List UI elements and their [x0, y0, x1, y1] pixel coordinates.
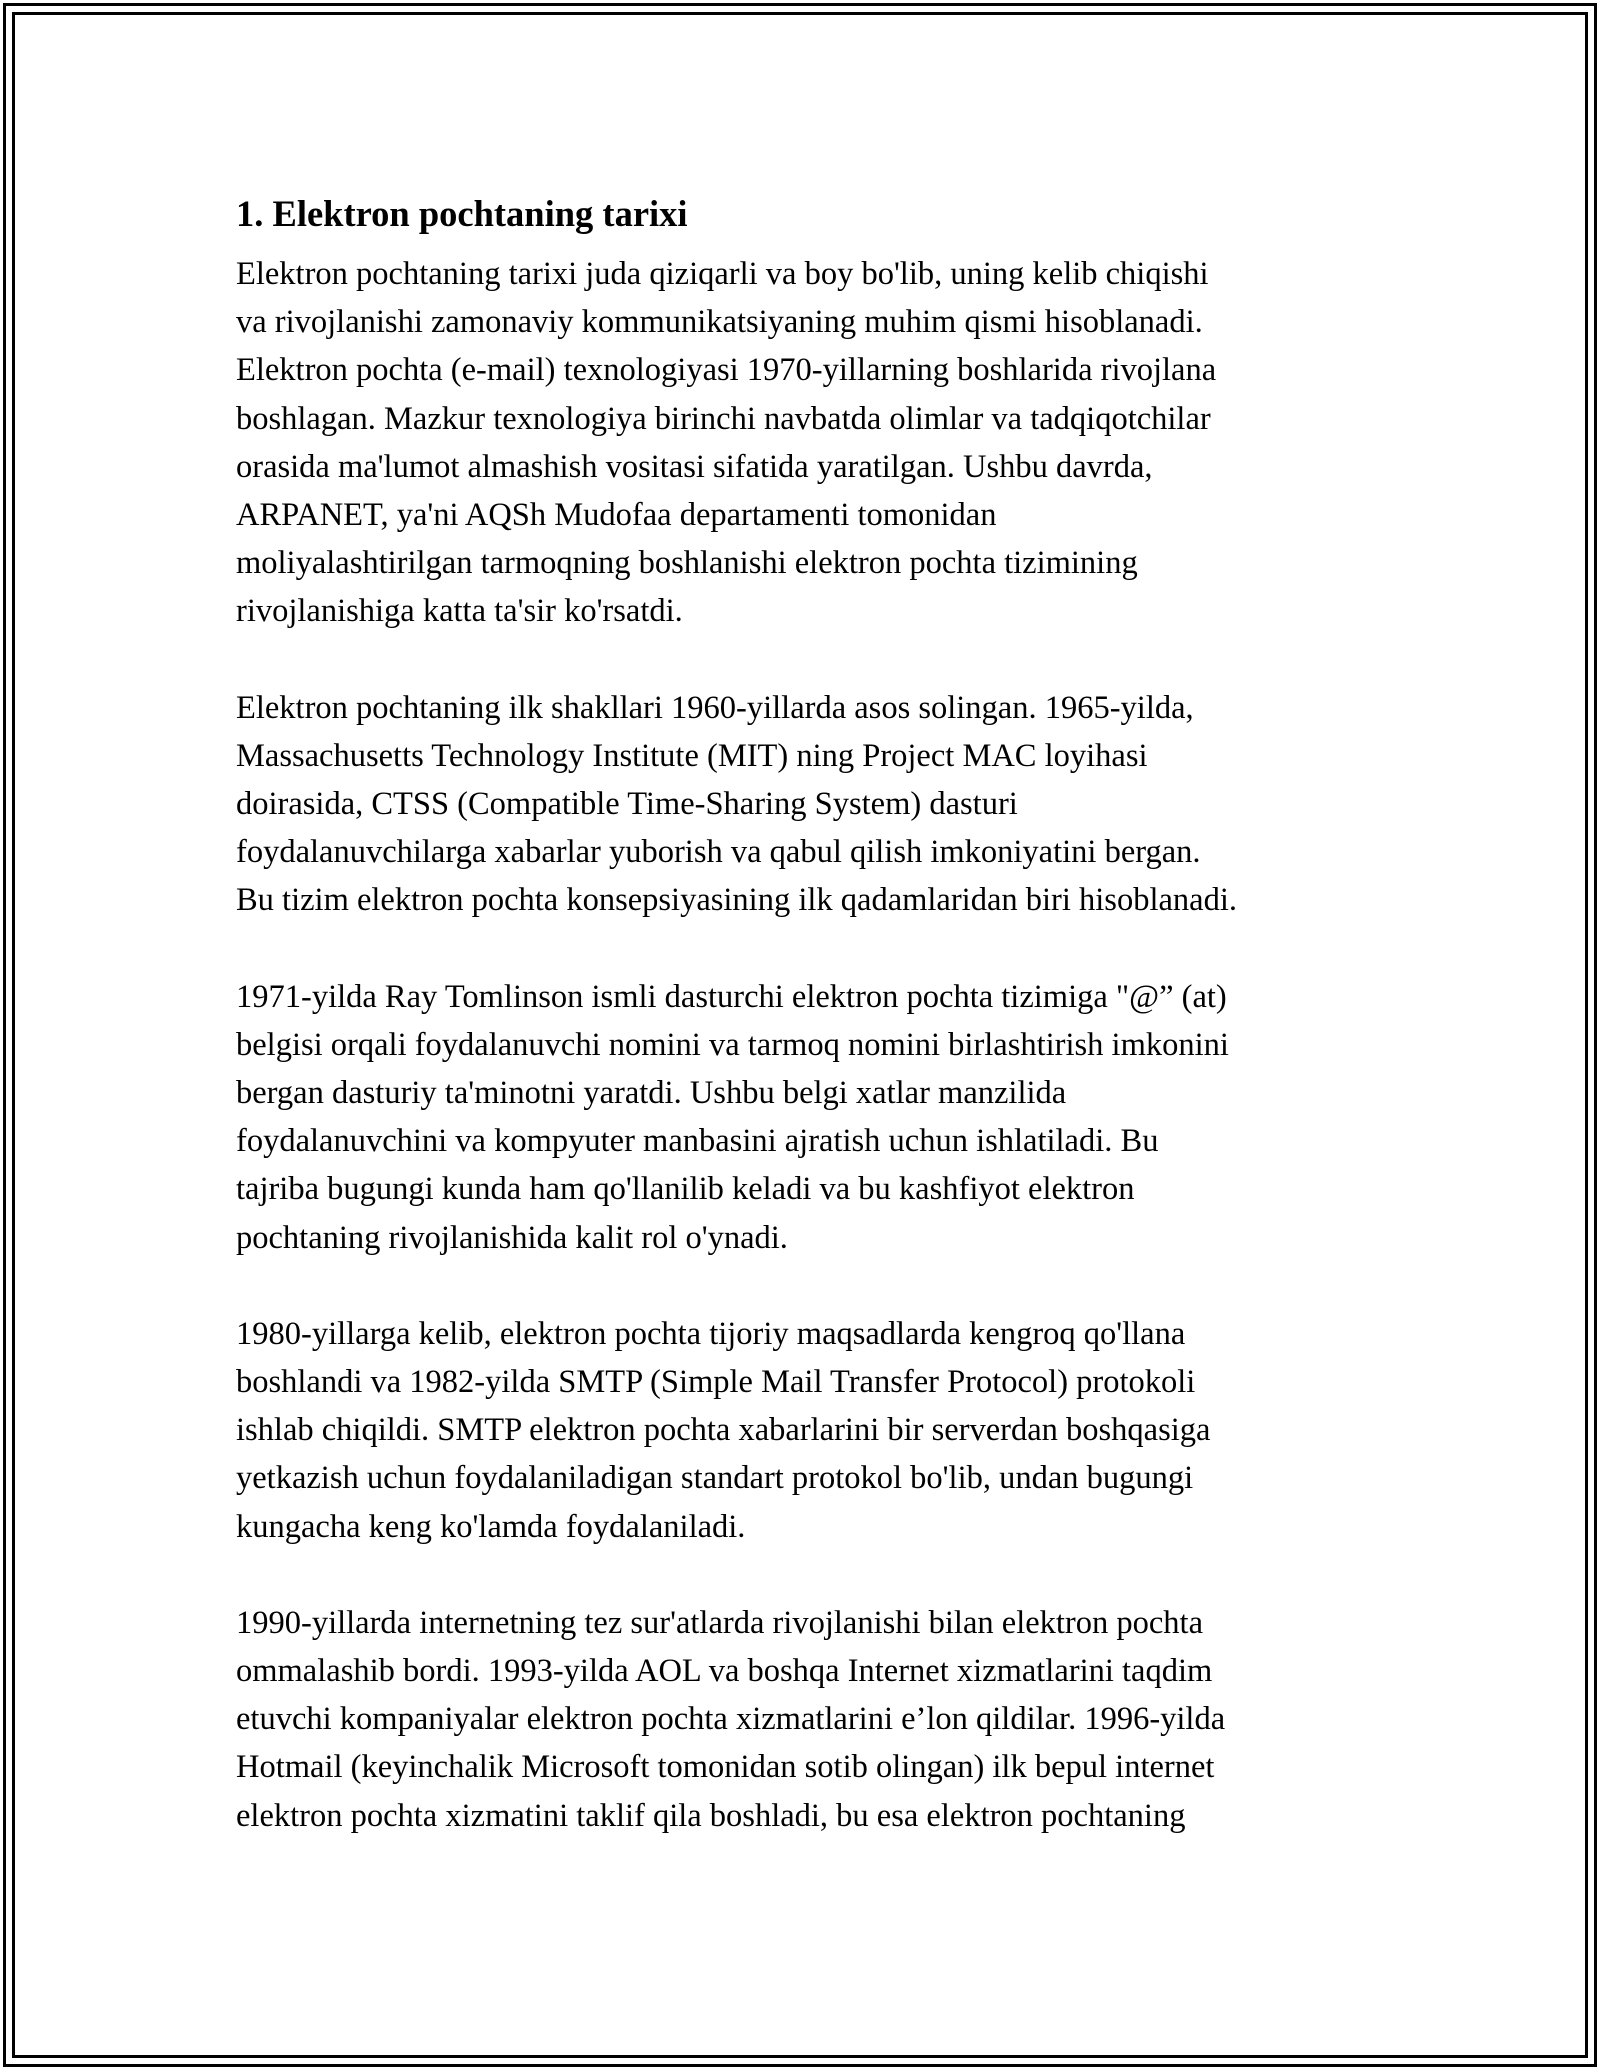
document-body: [236, 186, 1386, 1888]
paragraph-early-forms: Elektron pochtaning ilk shakllari 1960-yillarda asos solingan. 1965-yilda, Massachusetts Technology Institute (MIT) ning Project MAC loyihasi doirasida, CTSS (Compatible Time-Sharing System) dasturi foydalanuvchilarga xabarlar yuborish va qabul qilish imkoniyatini bergan. Bu tizim elektron pochta konsepsiyasining ilk qadamlaridan biri hisoblanadi.: [236, 689, 1237, 919]
paragraph-tomlinson: 1971-yilda Ray Tomlinson ismli dasturchi elektron pochta tizimiga "@” (at) belgisi orqali foydalanuvchi nomini va tarmoq nomini birlashtirish imkonini bergan dasturiy ta'minotni yaratdi. Ushbu belgi xatlar manzilida foydalanuvchini va kompyuter manbasini ajratish uchun ishlatiladi. Bu tajriba bugungi kunda ham qo'llanilib keladi va bu kashfiyot elektron pochtaning rivojlanishida kalit rol o'ynadi.: [236, 978, 1229, 1256]
paragraph-1990s: 1990-yillarda internetning tez sur'atlarda rivojlanishi bilan elektron pochta ommalashib bordi. 1993-yilda AOL va boshqa Internet xizmatlarini taqdim etuvchi kompaniyalar elektron pochta xizmatlarini e’lon qildilar. 1996-yilda Hotmail (keyinchalik Microsoft tomonidan sotib olingan) ilk bepul internet elektron pochta xizmatini taklif qila boshladi, bu esa elektron pochtaning: [236, 1604, 1226, 1834]
paragraph-history-intro: Elektron pochtaning tarixi juda qiziqarli va boy bo'lib, uning kelib chiqishi va rivojlanishi zamonaviy kommunikatsiyaning muhim qismi hisoblanadi. Elektron pochta (e-mail) texnologiyasi 1970-yillarning boshlarida rivojlana boshlagan. Mazkur texnologiya birinchi navbatda olimlar va tadqiqotchilar orasida ma'lumot almashish vositasi sifatida yaratilgan. Ushbu davrda, ARPANET, ya'ni AQSh Mudofaa departamenti tomonidan moliyalashtirilgan tarmoqning boshlanishi elektron pochta tizimining rivojlanishiga katta ta'sir ko'rsatdi.: [236, 256, 1217, 630]
paragraph-smtp: 1980-yillarga kelib, elektron pochta tijoriy maqsadlarda kengroq qo'llana boshlandi va 1982-yilda SMTP (Simple Mail Transfer Protocol) protokoli ishlab chiqildi. SMTP elektron pochta xabarlarini bir serverdan boshqasiga yetkazish uchun foydalaniladigan standart protokol bo'lib, undan bugungi kungacha keng ko'lamda foydalaniladi.: [236, 1315, 1211, 1545]
section-heading: 1. Elektron pochtaning tarixi: [236, 193, 688, 234]
